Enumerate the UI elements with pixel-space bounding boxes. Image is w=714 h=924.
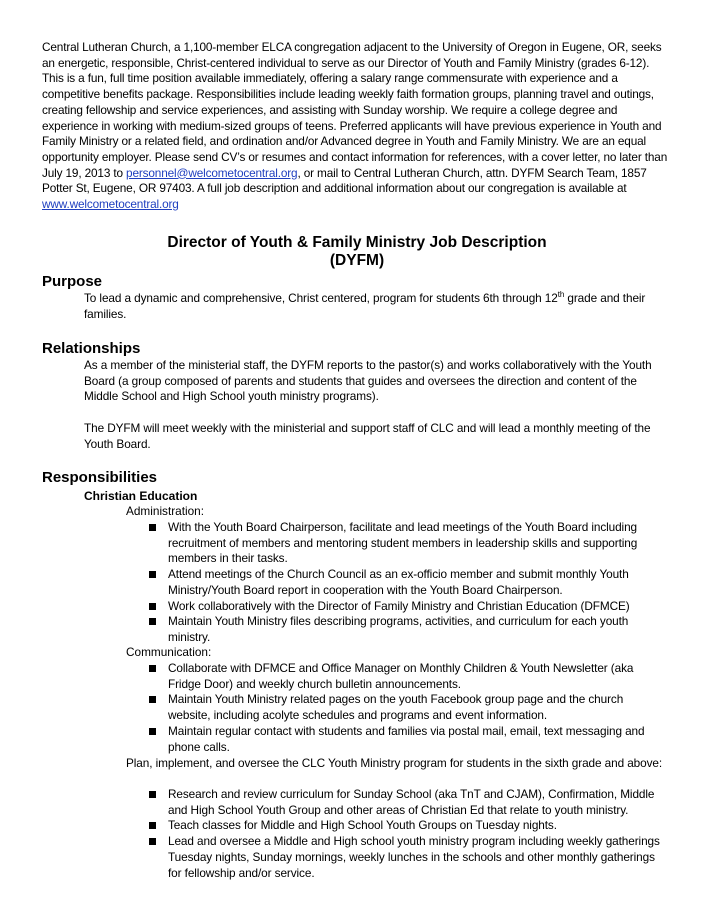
bullet-square-icon	[149, 571, 156, 578]
purpose-text-end: grade and their families.	[84, 291, 646, 321]
intro-paragraph	[42, 40, 672, 213]
purpose-text	[84, 291, 664, 322]
list-item: Teach classes for Middle and High School Youth Groups on Tuesday nights.	[146, 818, 666, 834]
list-item: Maintain regular contact with students and families via postal mail, email, text messaging and phone calls.	[146, 724, 666, 755]
plan-list	[146, 787, 666, 881]
list-item: With the Youth Board Chairperson, facilitate and lead meetings of the Youth Board including recruitment of members and mentoring student members in leadership skills and supporting members in their tasks.	[146, 520, 666, 567]
communication-list	[146, 661, 666, 755]
list-item: Attend meetings of the Church Council as an ex-officio member and submit monthly Youth Ministry/Youth Board report in cooperation with the Youth Board Chairperson.	[146, 567, 666, 598]
bullet-square-icon	[149, 838, 156, 845]
bullet-square-icon	[149, 618, 156, 625]
title-line-2: (DYFM)	[329, 252, 385, 269]
list-item: Research and review curriculum for Sunday School (aka TnT and CJAM), Confirmation, Middle and High School Youth Group and other areas of Christian Ed that relate to youth ministry.	[146, 787, 666, 818]
relationships-paragraph-1: As a member of the ministerial staff, the DYFM reports to the pastor(s) and works collaboratively with the Youth Board (a group composed of parents and students that guides and oversees the direction and content of the Middle School and High School youth ministry programs).	[84, 358, 652, 404]
bullet-square-icon	[149, 822, 156, 829]
bullet-square-icon	[149, 665, 156, 672]
responsibilities-heading: Responsibilities	[42, 469, 158, 486]
relationships-heading: Relationships	[42, 340, 141, 357]
bullet-square-icon	[149, 603, 156, 610]
list-item: Work collaboratively with the Director of Family Ministry and Christian Education (DFMCE)	[146, 599, 666, 615]
intro-text-middle: , or mail to Central Lutheran Church, attn. DYFM Search Team, 1857 Potter St, Eugene, OR 97403. A full job description and additional information about our congregation is available at	[42, 165, 647, 196]
bullet-square-icon	[149, 696, 156, 703]
list-item: Maintain Youth Ministry related pages on the youth Facebook group page and the church website, including acolyte schedules and programs and event information.	[146, 692, 666, 723]
bullet-square-icon	[149, 728, 156, 735]
christian-education-heading: Christian Education	[84, 489, 198, 503]
communication-label: Communication:	[126, 645, 212, 659]
plan-label: Plan, implement, and oversee the CLC Youth Ministry program for students in the sixth grade and above:	[126, 756, 663, 770]
email-link[interactable]: personnel@welcometocentral.org	[126, 165, 298, 180]
list-item: Lead and oversee a Middle and High school youth ministry program including weekly gatherings Tuesday nights, Sunday mornings, weekly lunches in the schools and other monthly gatherings for fellowship and/or service.	[146, 834, 666, 881]
list-item: Maintain Youth Ministry files describing programs, activities, and curriculum for each youth ministry.	[146, 614, 666, 645]
website-link[interactable]: www.welcometocentral.org	[42, 197, 179, 212]
purpose-heading: Purpose	[42, 273, 103, 290]
document-title	[0, 234, 714, 270]
title-line-1: Director of Youth & Family Ministry Job Description	[167, 234, 547, 251]
relationships-paragraph-2: The DYFM will meet weekly with the ministerial and support staff of CLC and will lead a monthly meeting of the Youth Board.	[84, 421, 651, 451]
purpose-text-start: To lead a dynamic and comprehensive, Christ centered, program for students 6th through 12	[84, 291, 558, 305]
purpose-superscript: th	[557, 290, 565, 300]
list-item: Collaborate with DFMCE and Office Manager on Monthly Children & Youth Newsletter (aka Fridge Door) and weekly church bulletin announcements.	[146, 661, 666, 692]
bullet-square-icon	[149, 524, 156, 531]
administration-label: Administration:	[126, 504, 205, 518]
bullet-square-icon	[149, 791, 156, 798]
intro-text: Central Lutheran Church, a 1,100-member ELCA congregation adjacent to the University of Oregon in Eugene, OR, seeks an energetic, responsible, Christ-centered individual to serve as our Director of Youth and Family Ministry (grades 6-12). This is a fun, full time position available immediately, offering a salary range commensurate with experience and a competitive benefits package. Responsibilities include leading weekly faith formation groups, planning travel and outings, creating fellowship and service experiences, and assisting with Sunday worship. We require a college degree and experience in working with medium-sized groups of teens. Preferred applicants will have previous experience in Youth and Family Ministry or a related field, and ordination and/or Advanced degree in Youth and Family Ministry. We are an equal opportunity employer. Please send CV’s or resumes and contact information for references, with a cover letter, no later than July 19, 2013 to	[42, 40, 668, 180]
administration-list	[146, 520, 666, 646]
